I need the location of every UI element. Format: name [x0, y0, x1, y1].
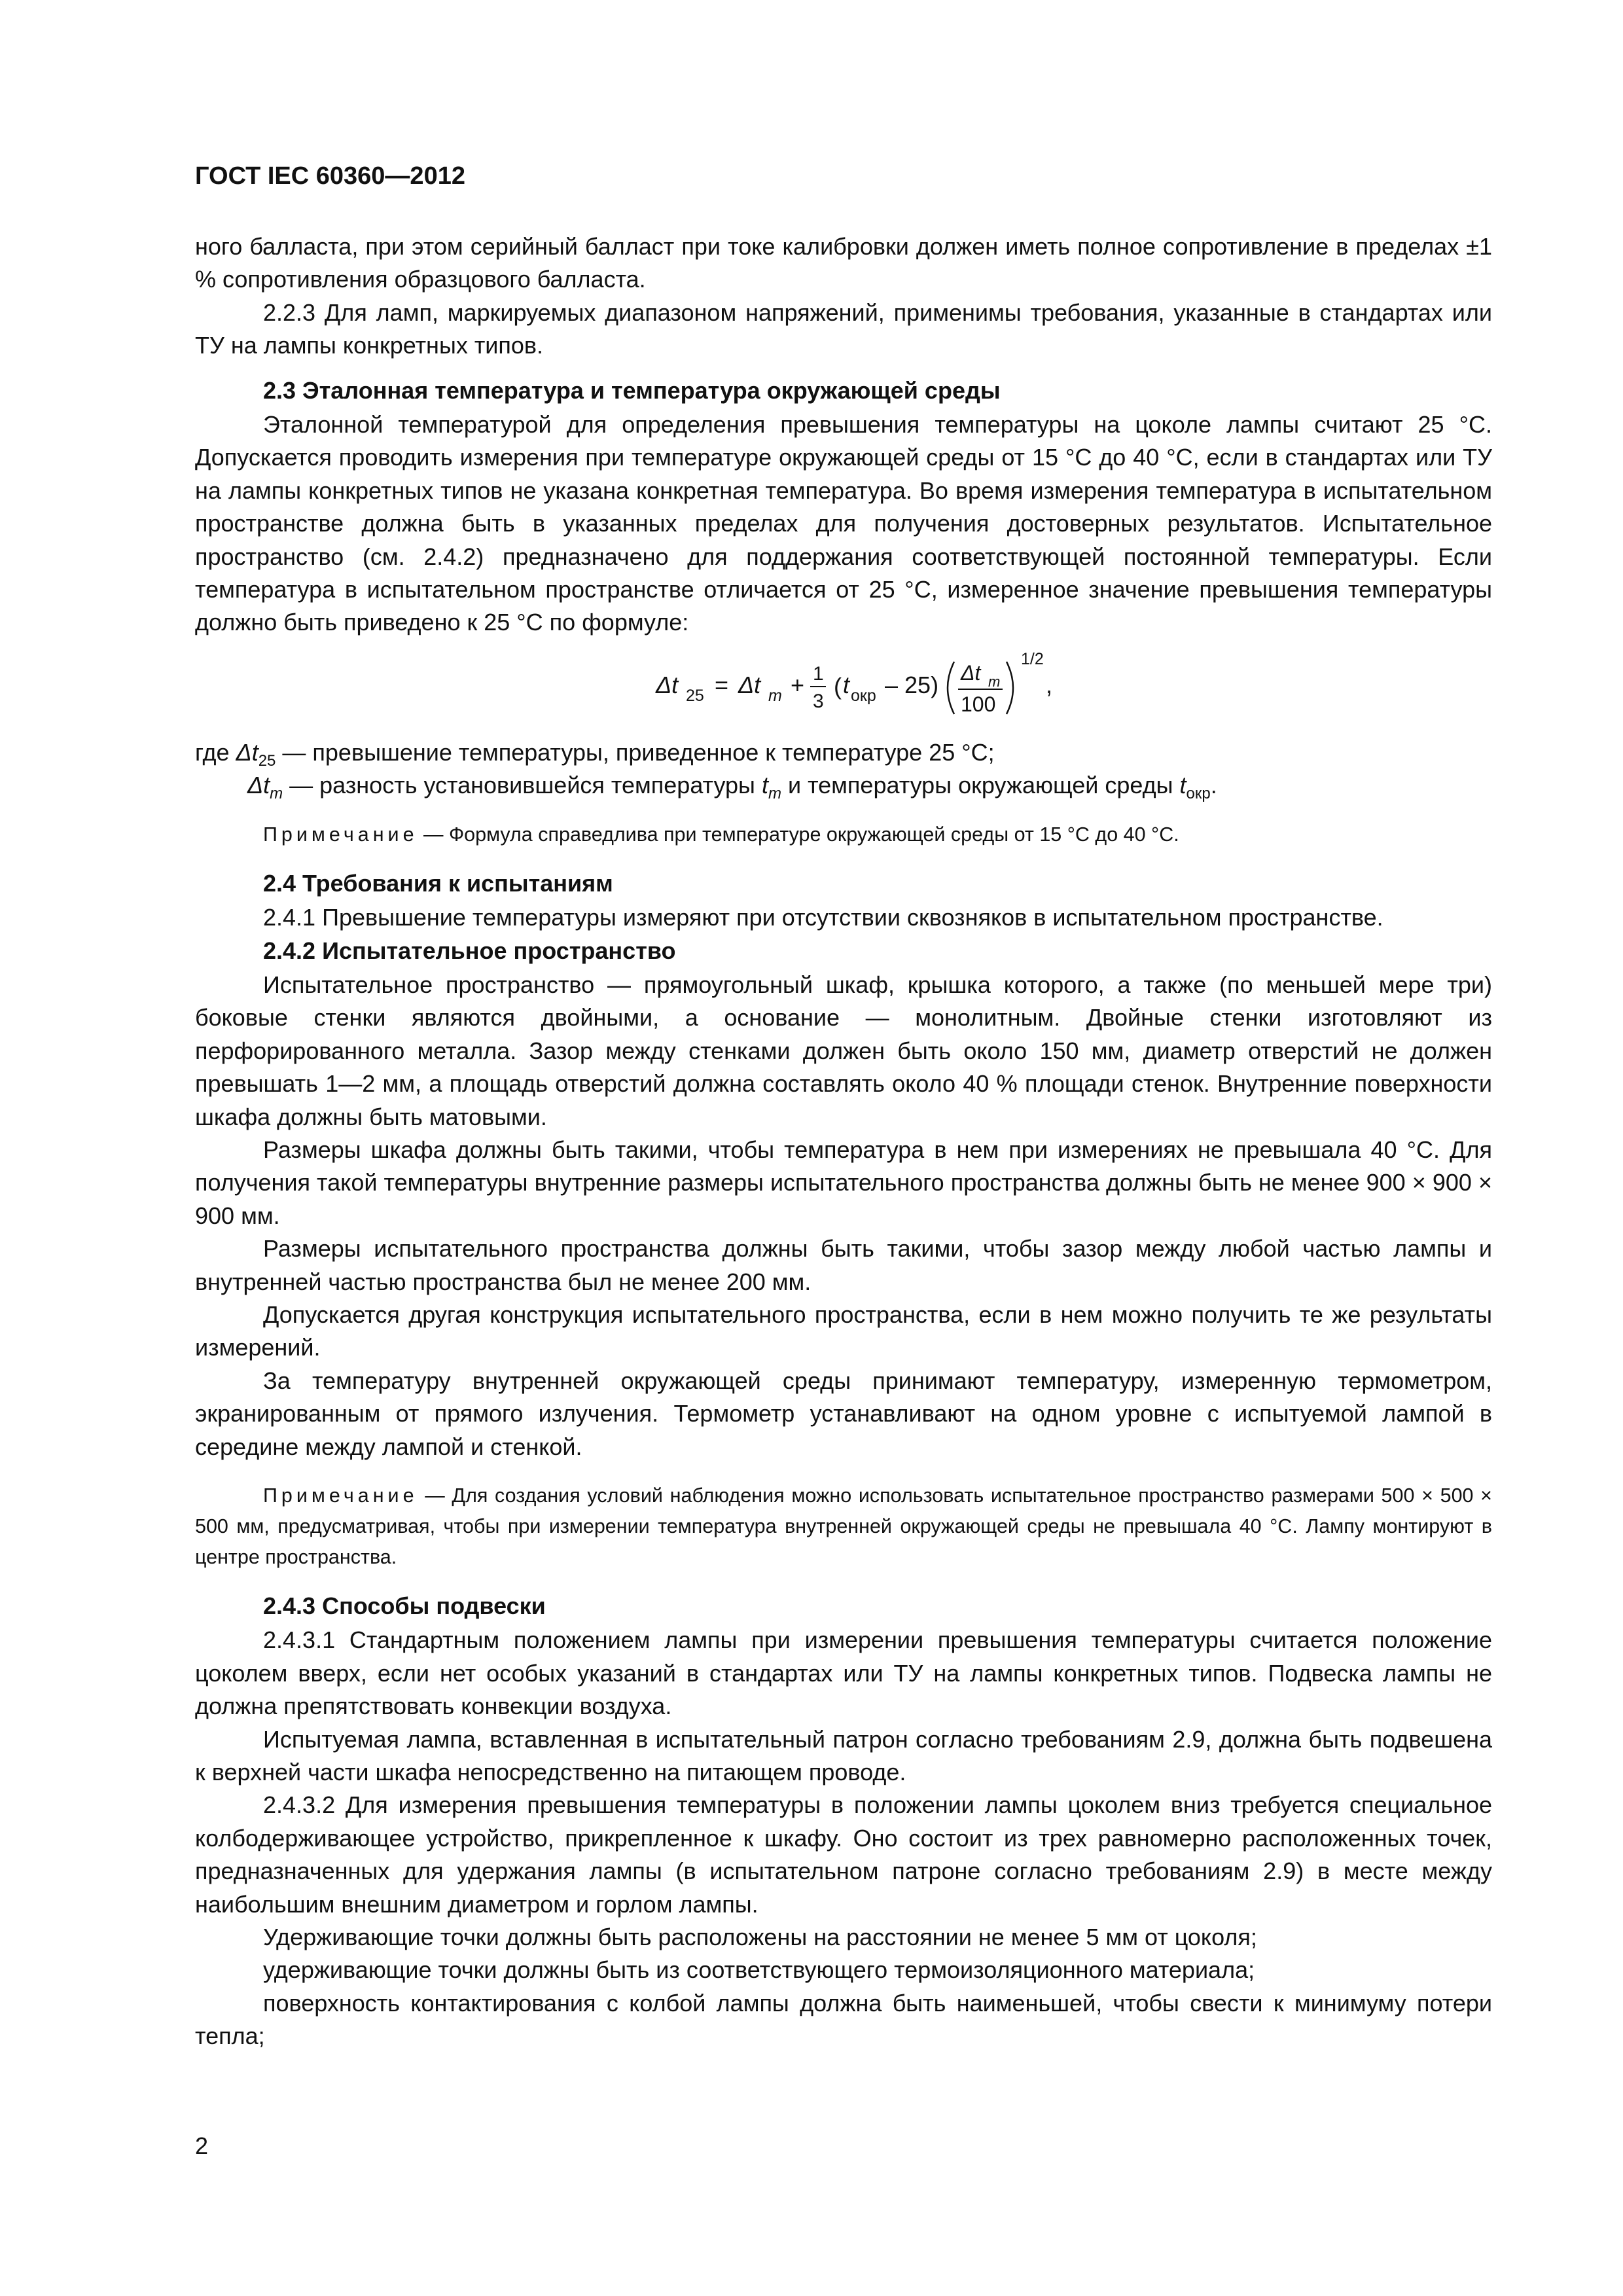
definition-text: — разность установившейся температуры — [283, 772, 762, 799]
definition-tm: t — [761, 772, 768, 799]
definition-dt25 — [195, 736, 1492, 769]
definition-tm-sub: m — [768, 785, 781, 803]
formula-inner-den: 100 — [961, 692, 996, 716]
paragraph-2-3: Эталонной температурой для определения превышения температуры на цоколе лампы считают 25 °С. Допускается проводить измерения при температуре окружающей среды от 15 °С до 40 °С, если в стандартах или ТУ на лампы конкретных типов не указана конкретная температура. Во время измерения температура в испытательном пространстве должна быть в указанных пределах для получения достоверных результатов. Испытательное пространство (см. 2.4.2) предназначено для поддержания соответствующей постоянной температуры. Если температура в испытательном пространстве отличается от 25 °С, измеренное значение превышения температуры должно быть приведено к 25 °С по формуле: — [195, 411, 1492, 636]
formula-frac-den: 3 — [813, 690, 824, 712]
list-item: удерживающие точки должны быть из соответствующего термоизоляционного материала; — [263, 1956, 1255, 1984]
formula-term2: t — [843, 671, 850, 698]
definition-tokr: t — [1179, 772, 1186, 799]
paragraph-2-4-3-2: 2.4.3.2 Для измерения превышения температуры в положении лампы цоколем вниз требуется специальное колбодерживающее устройство, прикрепленное к шкафу. Оно состоит из трех равномерно расположенных точек, предназначенных для удержания лампы (в испытательном патроне согласно требованиям 2.9) в месте между наибольшим внешним диаметром и горлом лампы. — [195, 1791, 1492, 1918]
formula-lhs: Δt — [656, 671, 679, 698]
note-text: — Формула справедлива при температуре окружающей среды от 15 °С до 40 °С. — [418, 823, 1179, 846]
heading-2-4: 2.4 Требования к испытаниям — [263, 869, 613, 897]
formula-frac-num: 1 — [813, 662, 824, 685]
formula-lhs-sub: 25 — [686, 686, 704, 705]
paragraph-2-4-2-d: Допускается другая конструкция испытательного пространства, если в нем можно получить те же результаты измерений. — [195, 1300, 1492, 1361]
list-item: поверхность контактирования с колбой лампы должна быть наименьшей, чтобы свести к минимуму потери тепла; — [195, 1989, 1492, 2050]
paragraph-continuation: ного балласта, при этом серийный балласт при токе калибровки должен иметь полное сопротивление в пределах ±1 % сопротивления образцового балласта. — [195, 233, 1492, 293]
paragraph-2-4-3-1: 2.4.3.1 Стандартным положением лампы при измерении превышения температуры считается положение цоколем вверх, если нет особых указаний в стандартах или ТУ на лампы конкретных типов. Подвеска лампы не должна препятствовать конвекции воздуха. — [195, 1626, 1492, 1720]
formula-term2-sub: окр — [851, 686, 876, 705]
formula-term1: Δt — [738, 671, 761, 698]
definition-symbol-sub: m — [270, 785, 283, 803]
formula-plus: + — [791, 671, 805, 698]
definition-prefix: где — [195, 738, 236, 766]
note-2 — [195, 1480, 1492, 1573]
formula-inner-num-sub: m — [988, 673, 1001, 690]
paragraph-2-4-3-1b: Испытуемая лампа, вставленная в испытательный патрон согласно требованиям 2.9, должна быть подвешена к верхней части шкафа непосредственно на питающем проводе. — [195, 1725, 1492, 1786]
document-body — [195, 230, 1492, 2053]
formula-exponent: 1/2 — [1021, 649, 1044, 668]
formula-paren-open: ( — [834, 672, 842, 700]
formula-svg — [653, 639, 1059, 731]
paragraph-2-4-2-b: Размеры шкафа должны быть такими, чтобы температура в нем при измерениях не превышала 40 °С. Для получения такой температуры внутренние размеры испытательного пространства должны быть не менее 900 × 900 × 900 мм. — [195, 1136, 1492, 1229]
heading-2-4-2: 2.4.2 Испытательное пространство — [263, 937, 676, 964]
note-1 — [195, 819, 1492, 850]
formula-term1-sub: m — [768, 686, 782, 705]
paragraph-2-4-2-c: Размеры испытательного пространства должны быть такими, чтобы зазор между любой частью лампы и внутренней частью пространства был не менее 200 мм. — [195, 1235, 1492, 1295]
document-header: ГОСТ IEC 60360—2012 — [195, 162, 465, 190]
heading-2-3: 2.3 Эталонная температура и температура окружающей среды — [263, 376, 1001, 404]
heading-2-4-3: 2.4.3 Способы подвески — [263, 1592, 546, 1619]
formula-minus: – 25) — [885, 671, 939, 698]
list-item: Удерживающие точки должны быть расположены на расстоянии не менее 5 мм от цоколя; — [263, 1924, 1257, 1951]
note-text: — Для создания условий наблюдения можно использовать испытательное пространство размерами 500 × 500 × 500 мм, предусматривая, чтобы при измерении температура внутренней окружающей среды не превышала 40 °С. Лампу монтируют в центре пространства. — [195, 1484, 1492, 1568]
definition-symbol: Δt — [236, 738, 259, 766]
definition-tokr-sub: окр — [1186, 785, 1211, 803]
definition-text: и температуры окружающей среды — [781, 772, 1180, 799]
note-label: Примечание — [263, 823, 418, 846]
formula-big-paren-right — [1007, 662, 1013, 714]
paragraph-2-4-2-a: Испытательное пространство — прямоугольный шкаф, крышка которого, а также (по меньшей мере три) боковые стенки являются двойными, а основание — монолитным. Двойные стенки изготовляют из перфорированного металла. Зазор между стенками должен быть около 150 мм, диаметр отверстий не должен превышать 1—2 мм, а площадь отверстий должна составлять около 40 % площади стенок. Внутренние поверхности шкафа должны быть матовыми. — [195, 971, 1492, 1130]
paragraph-2-4-1: 2.4.1 Превышение температуры измеряют при отсутствии сквозняков в испытательном пространстве. — [263, 904, 1383, 931]
definition-symbol-sub: 25 — [258, 752, 276, 770]
formula-comma: , — [1046, 671, 1053, 698]
formula-eq: = — [715, 671, 729, 698]
paragraph-2-4-2-e: За температуру внутренней окружающей среды принимают температуру, измеренную термометром, экранированным от прямого излучения. Термометр устанавливают на одном уровне с испытуемой лампой в середине между лампой и стенкой. — [195, 1367, 1492, 1460]
paragraph-2-2-3: 2.2.3 Для ламп, маркируемых диапазоном напряжений, применимы требования, указанные в стандартах или ТУ на лампы конкретных типов. — [195, 298, 1492, 359]
formula-inner-num: Δt — [961, 660, 981, 685]
definition-dtm — [195, 769, 1492, 802]
formula-big-paren-left — [948, 662, 954, 714]
page-number: 2 — [195, 2132, 209, 2159]
formula — [195, 639, 1492, 731]
definition-symbol: Δt — [247, 772, 270, 799]
definition-text: — превышение температуры, приведенное к температуре 25 °С; — [276, 738, 995, 766]
note-label: Примечание — [263, 1484, 418, 1507]
definition-end: . — [1210, 772, 1217, 799]
